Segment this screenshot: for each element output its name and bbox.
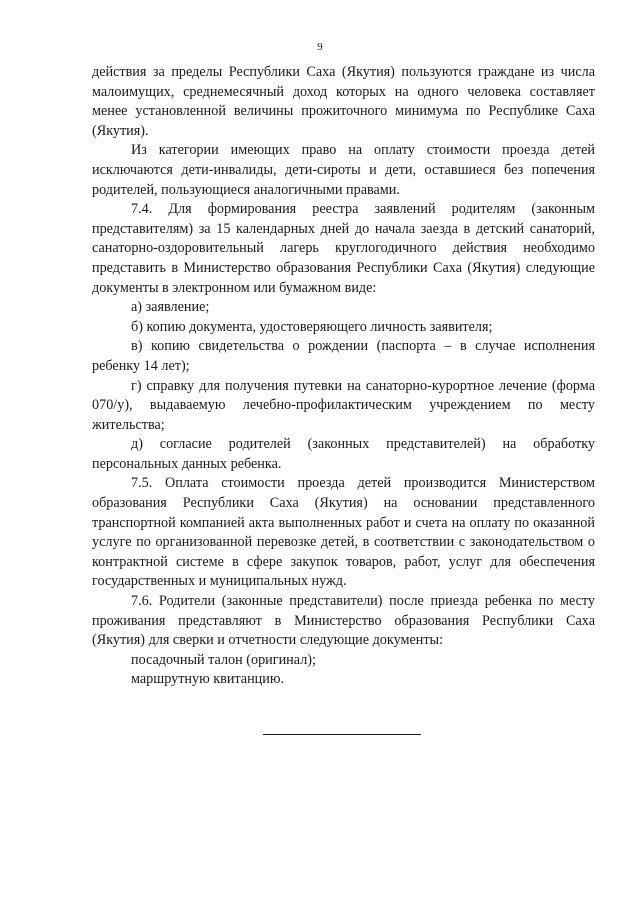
end-of-document-rule — [263, 734, 421, 735]
paragraph-7-6: 7.6. Родители (законные представители) после приезда ребенка по месту проживания представляют в Министерство образования Республики Саха (Якутия) для сверки и отчетности следующие документы: — [92, 593, 595, 649]
list-item-d: д) согласие родителей (законных представителей) на обработку персональных данных ребенка. — [92, 436, 595, 472]
paragraph-excluded-categories: Из категории имеющих право на оплату стоимости проезда детей исключаются дети-инвалиды, дети-сироты и дети, оставшиеся без попечения родителей, пользующиеся аналогичными правами. — [92, 142, 595, 198]
list-item-g: г) справку для получения путевки на санаторно-курортное лечение (форма 070/у), выдаваемую лечебно-профилактическим учреждением по месту жительства; — [92, 377, 595, 433]
paragraph-7-5: 7.5. Оплата стоимости проезда детей производится Министерством образования Республики Саха (Якутия) на основании представленного транспортной компанией акта выполненных работ и счета на оплату по оказанной услуге по организованной перевозке детей, в соответствии с законодательством о контрактной системе в сфере закупок товаров, работ, услуг для обеспечения государственных и муниципальных нужд. — [92, 475, 595, 590]
document-body — [92, 63, 595, 690]
list-item-v: в) копию свидетельства о рождении (паспорта – в случае исполнения ребенку 14 лет); — [92, 338, 595, 374]
list-item-b: б) копию документа, удостоверяющего личность заявителя; — [131, 318, 493, 335]
paragraph-7-4: 7.4. Для формирования реестра заявлений родителям (законным представителям) за 15 календарных дней до начала заезда в детский санаторий, санаторно-оздоровительный лагерь круглогодичного действия необходимо представить в Министерство образования Республики Саха (Якутия) следующие документы в электронном или бумажном виде: — [92, 201, 595, 296]
list-item-itinerary-receipt: маршрутную квитанцию. — [131, 671, 285, 688]
list-item-boarding-pass: посадочный талон (оригинал); — [131, 651, 316, 668]
list-item-a: а) заявление; — [131, 299, 210, 316]
paragraph-continuation: действия за пределы Республики Саха (Якутия) пользуются граждане из числа малоимущих, среднемесячный доход которых на одного человека составляет менее установленной величины прожиточного минимума по Республике Саха (Якутия). — [92, 64, 595, 139]
page-number: 9 — [317, 41, 323, 53]
